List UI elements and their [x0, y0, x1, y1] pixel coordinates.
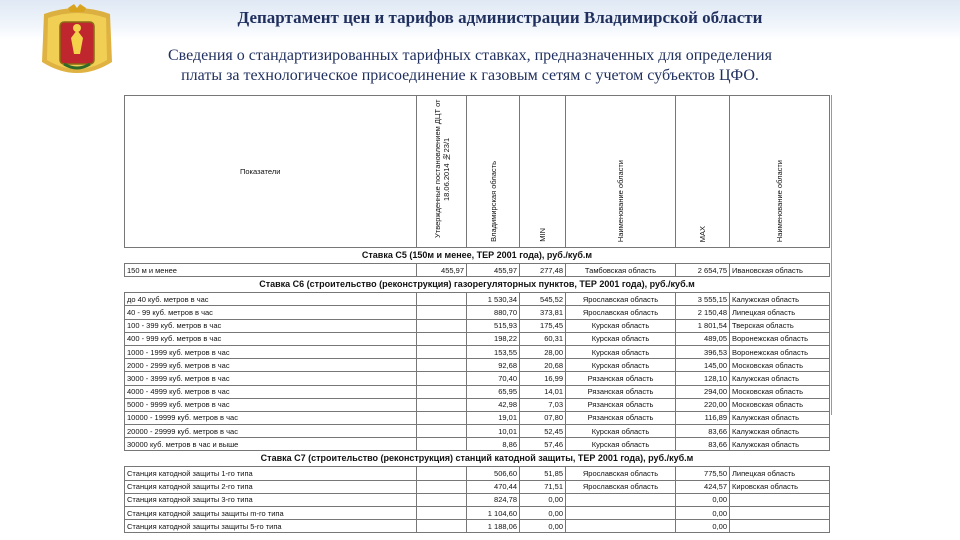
subtitle-line-2: платы за технологическое присоединение к газовым сетям с учетом субъектов ЦФО. — [181, 67, 759, 84]
row-min-value: 0,00 — [520, 493, 566, 506]
row-vladimir — [417, 385, 467, 398]
table-row — [125, 398, 830, 411]
page-title: Департамент цен и тарифов администрации Владимирской области — [237, 8, 763, 27]
row-max: 0,00 — [676, 507, 730, 520]
section-header-row — [125, 277, 830, 293]
table-row — [125, 319, 830, 332]
row-min-value: 07,80 — [520, 411, 566, 424]
column-header-max-region-text: Наименование области — [775, 159, 784, 242]
row-min-region: Рязанская область — [566, 385, 676, 398]
row-min-region: Ярославская область — [566, 480, 676, 493]
row-name: 20000 - 29999 куб. метров в час — [125, 425, 417, 438]
row-min-value: 7,03 — [520, 398, 566, 411]
row-vladimir — [417, 398, 467, 411]
row-max-region: Тверская область — [730, 319, 830, 332]
row-min-region — [566, 507, 676, 520]
row-vladimir — [417, 332, 467, 345]
row-min-region: Курская область — [566, 319, 676, 332]
row-min-region: Курская область — [566, 438, 676, 451]
row-min-value: 0,00 — [520, 520, 566, 533]
row-min-region: Рязанская область — [566, 372, 676, 385]
row-max: 220,00 — [676, 398, 730, 411]
row-min-value: 71,51 — [520, 480, 566, 493]
row-min: 1 188,06 — [467, 520, 520, 533]
row-max-region — [730, 507, 830, 520]
row-min: 92,68 — [467, 359, 520, 372]
row-vladimir — [417, 507, 467, 520]
section-header-row — [125, 248, 830, 264]
row-max: 145,00 — [676, 359, 730, 372]
row-max: 396,53 — [676, 345, 730, 358]
table-row — [125, 306, 830, 319]
row-min-value: 52,45 — [520, 425, 566, 438]
row-min: 515,93 — [467, 319, 520, 332]
row-name: 4000 - 4999 куб. метров в час — [125, 385, 417, 398]
column-header-min-region-text: Наименование области — [616, 159, 625, 242]
row-min: 506,60 — [467, 467, 520, 480]
row-name: Станция катодной защиты защиты m-го типа — [125, 507, 417, 520]
row-min-region: Курская область — [566, 332, 676, 345]
section-title: Ставка С7 (строительство (реконструкция) станций катодной защиты, ТЕР 2001 года), руб./куб.м — [125, 451, 830, 467]
row-vladimir — [417, 493, 467, 506]
row-min: 8,86 — [467, 438, 520, 451]
row-min-region: Курская область — [566, 345, 676, 358]
row-max: 0,00 — [676, 493, 730, 506]
row-max-region: Московская область — [730, 385, 830, 398]
subtitle-line-1: Сведения о стандартизированных тарифных ставках, предназначенных для определения — [168, 47, 772, 64]
column-header-vladimir-text: Владимирская область — [488, 161, 498, 242]
row-name: 30000 куб. метров в час и выше — [125, 438, 417, 451]
row-max-region: Воронежская область — [730, 332, 830, 345]
column-header-order-text: Утвержденные постановлением ДЦТ от 18.06.2014 №23/1 — [432, 99, 451, 239]
section-header-row — [125, 451, 830, 467]
row-min-value: 373,81 — [520, 306, 566, 319]
row-min-value: 51,85 — [520, 467, 566, 480]
row-min: 1 530,34 — [467, 293, 520, 306]
row-name: 150 м и менее — [125, 264, 417, 277]
row-min-region: Рязанская область — [566, 411, 676, 424]
table-row — [125, 332, 830, 345]
page-subtitle — [110, 46, 830, 86]
row-max: 775,50 — [676, 467, 730, 480]
row-max: 294,00 — [676, 385, 730, 398]
table-row — [125, 264, 830, 277]
row-vladimir — [417, 345, 467, 358]
table-row — [125, 507, 830, 520]
row-vladimir — [417, 411, 467, 424]
row-max-region: Воронежская область — [730, 345, 830, 358]
row-vladimir — [417, 480, 467, 493]
row-vladimir — [417, 306, 467, 319]
row-min-region: Курская область — [566, 425, 676, 438]
row-min-region: Ярославская область — [566, 306, 676, 319]
column-header-min-region — [566, 96, 676, 248]
row-max-region: Кировская область — [730, 480, 830, 493]
row-vladimir: 455,97 — [417, 264, 467, 277]
row-name: 2000 - 2999 куб. метров в час — [125, 359, 417, 372]
column-header-indicator: Показатели — [125, 96, 417, 248]
row-max-region: Калужская область — [730, 438, 830, 451]
column-header-max-text: MAX — [698, 225, 707, 242]
column-header-max-region — [730, 96, 830, 248]
row-max: 128,10 — [676, 372, 730, 385]
row-min: 42,98 — [467, 398, 520, 411]
column-header-vladimir — [467, 96, 520, 248]
row-name: 1000 - 1999 куб. метров в час — [125, 345, 417, 358]
row-name: Станция катодной защиты 2-го типа — [125, 480, 417, 493]
table-row — [125, 385, 830, 398]
tariff-table — [124, 95, 830, 533]
table-row — [125, 359, 830, 372]
row-min-value: 14,01 — [520, 385, 566, 398]
row-min: 65,95 — [467, 385, 520, 398]
row-min-value: 277,48 — [520, 264, 566, 277]
row-min: 470,44 — [467, 480, 520, 493]
row-min-region: Ярославская область — [566, 293, 676, 306]
table-row — [125, 411, 830, 424]
row-min-region: Рязанская область — [566, 398, 676, 411]
row-min-value: 16,99 — [520, 372, 566, 385]
coat-of-arms-icon — [34, 2, 120, 82]
row-max-region: Калужская область — [730, 411, 830, 424]
section-title: Ставка С6 (строительство (реконструкция) газорегуляторных пунктов, ТЕР 2001 года), руб./куб.м — [125, 277, 830, 293]
column-header-min-text: MIN — [538, 228, 547, 242]
row-name: 40 - 99 куб. метров в час — [125, 306, 417, 319]
row-max-region: Ивановская область — [730, 264, 830, 277]
row-max-region: Московская область — [730, 359, 830, 372]
column-header-order — [417, 96, 467, 248]
row-min: 19,01 — [467, 411, 520, 424]
row-min-value: 20,68 — [520, 359, 566, 372]
row-min-region — [566, 493, 676, 506]
row-vladimir — [417, 372, 467, 385]
row-min-region: Ярославская область — [566, 467, 676, 480]
row-min: 198,22 — [467, 332, 520, 345]
row-max: 2 150,48 — [676, 306, 730, 319]
row-max: 1 801,54 — [676, 319, 730, 332]
row-max: 2 654,75 — [676, 264, 730, 277]
row-min-value: 0,00 — [520, 507, 566, 520]
table-row — [125, 467, 830, 480]
row-max-region: Московская область — [730, 398, 830, 411]
row-name: Станция катодной защиты 3-го типа — [125, 493, 417, 506]
row-max-region: Липецкая область — [730, 306, 830, 319]
row-min-value: 545,52 — [520, 293, 566, 306]
row-name: 100 - 399 куб. метров в час — [125, 319, 417, 332]
tariff-table-sheet — [124, 95, 830, 533]
row-min: 70,40 — [467, 372, 520, 385]
row-min-value: 175,45 — [520, 319, 566, 332]
row-vladimir — [417, 438, 467, 451]
row-name: до 40 куб. метров в час — [125, 293, 417, 306]
column-header-max — [676, 96, 730, 248]
table-row — [125, 345, 830, 358]
table-row — [125, 493, 830, 506]
row-name: Станция катодной защиты 1-го типа — [125, 467, 417, 480]
row-max-region: Калужская область — [730, 293, 830, 306]
row-min-region: Курская область — [566, 359, 676, 372]
row-vladimir — [417, 467, 467, 480]
row-max: 489,05 — [676, 332, 730, 345]
row-min-value: 60,31 — [520, 332, 566, 345]
row-min-region: Тамбовская область — [566, 264, 676, 277]
row-min: 880,70 — [467, 306, 520, 319]
table-row — [125, 372, 830, 385]
table-row — [125, 438, 830, 451]
row-vladimir — [417, 520, 467, 533]
row-vladimir — [417, 359, 467, 372]
row-max-region — [730, 493, 830, 506]
row-max: 83,66 — [676, 425, 730, 438]
row-max: 424,57 — [676, 480, 730, 493]
row-name: Станция катодной защиты защиты 5-го типа — [125, 520, 417, 533]
row-max: 0,00 — [676, 520, 730, 533]
section-title: Ставка С5 (150м и менее, ТЕР 2001 года), руб./куб.м — [125, 248, 830, 264]
row-min: 10,01 — [467, 425, 520, 438]
row-min-region — [566, 520, 676, 533]
row-vladimir — [417, 425, 467, 438]
table-row — [125, 480, 830, 493]
row-min: 824,78 — [467, 493, 520, 506]
row-max: 3 555,15 — [676, 293, 730, 306]
row-max: 83,66 — [676, 438, 730, 451]
row-min: 455,97 — [467, 264, 520, 277]
row-name: 10000 - 19999 куб. метров в час — [125, 411, 417, 424]
table-row — [125, 425, 830, 438]
row-max-region: Калужская область — [730, 372, 830, 385]
table-row — [125, 520, 830, 533]
row-name: 5000 - 9999 куб. метров в час — [125, 398, 417, 411]
row-min-value: 57,46 — [520, 438, 566, 451]
row-max-region: Липецкая область — [730, 467, 830, 480]
row-min-value: 28,00 — [520, 345, 566, 358]
row-name: 3000 - 3999 куб. метров в час — [125, 372, 417, 385]
row-vladimir — [417, 293, 467, 306]
row-name: 400 - 999 куб. метров в час — [125, 332, 417, 345]
row-min: 1 104,60 — [467, 507, 520, 520]
column-header-min — [520, 96, 566, 248]
row-vladimir — [417, 319, 467, 332]
row-max: 116,89 — [676, 411, 730, 424]
table-header-row — [125, 96, 830, 248]
sheet-right-border — [831, 95, 832, 415]
table-row — [125, 293, 830, 306]
row-max-region: Калужская область — [730, 425, 830, 438]
row-min: 153,55 — [467, 345, 520, 358]
row-max-region — [730, 520, 830, 533]
